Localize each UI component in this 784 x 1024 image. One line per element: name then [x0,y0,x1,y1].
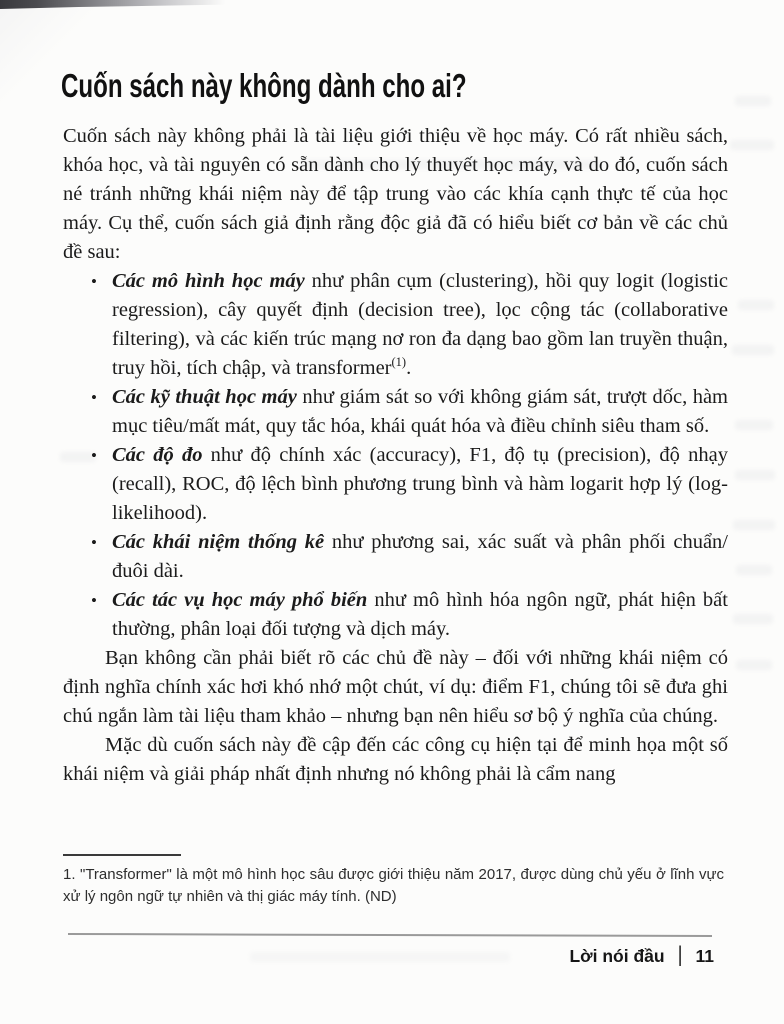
footer-separator: | [677,943,683,968]
topics-list [63,267,728,644]
bleedthrough-mark [735,470,775,480]
bullet-text: như độ chính xác (accuracy), F1, độ tụ (precision), độ nhạy (recall), ROC, độ lệch bình phương trung bình và hàm logarit hợp lý (log-likelihood). [112,444,728,524]
footnote-text: 1. "Transformer" là một mô hình học sâu được giới thiệu năm 2017, được dùng chủ yếu ở lĩnh vực xử lý ngôn ngữ tự nhiên và thị giác máy tính. (ND) [63,866,724,905]
bullet-text: như phân cụm (clustering), hồi quy logit (logistic regression), cây quyết định (decision tree), lọc cộng tác (collaborative filtering), và các kiến trúc mạng nơ ron đa dạng bao gồm lan truyền thuận, truy hồi, tích chập, và transformer [112,270,728,379]
list-item [91,383,728,441]
body-paragraph: Mặc dù cuốn sách này đề cập đến các công cụ hiện tại để minh họa một số khái niệm và giải pháp nhất định nhưng nó không phải là cẩm nang [63,734,728,785]
bullet-icon: • [91,446,97,465]
list-item [91,267,728,383]
bleedthrough-mark [735,96,771,106]
footnote-ref: (1) [391,355,407,370]
bleedthrough-mark [733,614,773,624]
bullet-icon: • [91,272,97,291]
page-title: Cuốn sách này không dành cho ai? [61,67,467,104]
bullet-icon: • [91,388,97,407]
page-footer [569,945,714,967]
footnote-divider [63,854,181,856]
scan-edge-artifact [0,0,262,10]
bleedthrough-mark [730,140,774,150]
bullet-text: như phương sai, xác suất và phân phối chuẩn/đuôi dài. [112,531,729,582]
list-item [91,441,728,528]
bullet-icon: • [91,533,97,552]
bullet-icon: • [91,591,97,610]
body-paragraph: Bạn không cần phải biết rõ các chủ đề này – đối với những khái niệm có định nghĩa chính xác hơi khó nhớ một chút, ví dụ: điểm F1, chúng tôi sẽ đưa ghi chú ngắn làm tài liệu tham khảo – nhưng bạn nên hiểu sơ bộ ý nghĩa của chúng. [63,647,728,727]
bleedthrough-mark [733,520,775,530]
bleedthrough-mark [738,300,774,310]
list-item [91,586,728,644]
bullet-text: như mô hình hóa ngôn ngữ, phát hiện bất thường, phân loại đối tượng và dịch máy. [112,589,728,640]
bullet-lead: Các khái niệm thống kê [112,531,325,553]
bullet-lead: Các kỹ thuật học máy [112,386,297,408]
body-text [63,122,728,789]
bleedthrough-mark [250,952,510,962]
bleedthrough-mark [736,660,772,670]
bleedthrough-mark [736,565,772,575]
bleedthrough-mark [735,420,773,430]
bullet-lead: Các mô hình học máy [112,270,305,292]
page-number: 11 [695,945,714,966]
bleedthrough-mark [732,345,774,355]
footer-section-label: Lời nói đầu [569,945,665,966]
bullet-lead: Các độ đo [112,444,203,466]
footnote-block [63,854,724,907]
bullet-text: như giám sát so với không giám sát, trượt dốc, hàm mục tiêu/mất mát, quy tắc hóa, khái quát hóa và điều chỉnh siêu tham số. [112,386,728,437]
bullet-lead: Các tác vụ học máy phổ biến [112,589,368,611]
bullet-tail: . [406,357,412,379]
intro-paragraph: Cuốn sách này không phải là tài liệu giới thiệu về học máy. Có rất nhiều sách, khóa học, và tài nguyên có sẵn dành cho lý thuyết học máy, và do đó, cuốn sách né tránh những khái niệm này để tập trung vào các khía cạnh thực tế của học máy. Cụ thể, cuốn sách giả định rằng độc giả đã có hiểu biết cơ bản về các chủ đề sau: [63,125,728,263]
footer-divider [68,933,712,937]
list-item [91,528,729,586]
